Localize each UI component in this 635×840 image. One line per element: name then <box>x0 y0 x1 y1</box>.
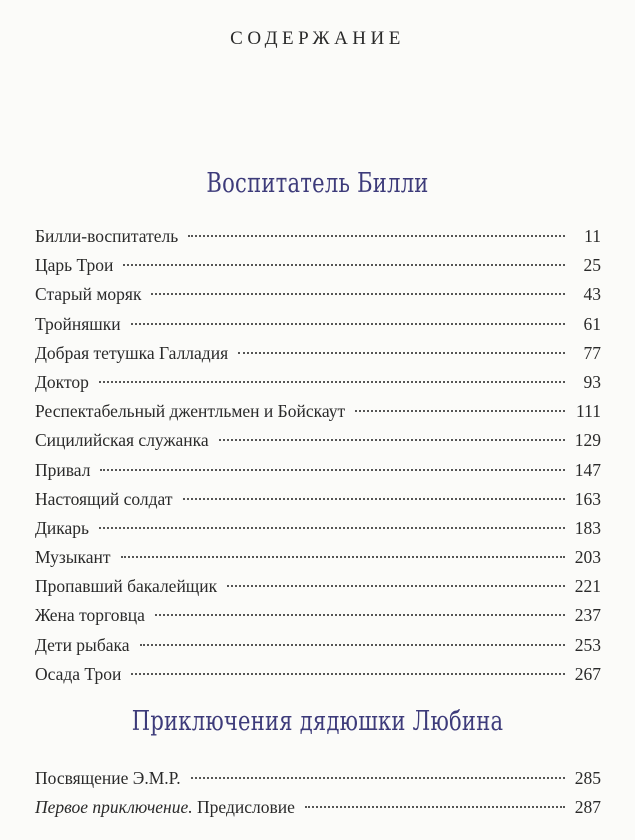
toc-list-lubin <box>35 764 601 822</box>
toc-entry[interactable] <box>35 280 601 309</box>
dot-leader <box>355 410 565 412</box>
toc-entry-title: Дети рыбака <box>35 634 130 655</box>
toc-entry-title: Привал <box>35 459 91 480</box>
toc-entry[interactable] <box>35 310 601 339</box>
dot-leader <box>151 293 565 295</box>
toc-entry-title: Дикарь <box>35 517 90 538</box>
section-heading-billy: Воспитатель Билли <box>206 168 429 199</box>
toc-entry-page: 237 <box>574 605 601 626</box>
toc-entry-title: Доктор <box>35 371 89 392</box>
toc-entry-title: Пропавший бакалейщик <box>35 576 218 597</box>
dot-leader <box>188 235 565 237</box>
toc-entry[interactable] <box>35 793 601 822</box>
toc-entry-page: 267 <box>574 663 601 684</box>
toc-entry-title: Царь Трои <box>35 255 114 276</box>
dot-leader <box>131 673 564 675</box>
dot-leader <box>121 556 565 558</box>
toc-entry-page: 285 <box>574 768 601 788</box>
toc-entry-title: Сицилийская служанка <box>35 430 209 451</box>
toc-entry[interactable] <box>35 368 601 397</box>
section-heading-lubin: Приключения дядюшки Любина <box>131 706 504 737</box>
dot-leader <box>99 527 565 529</box>
toc-entry-page: 147 <box>574 459 601 480</box>
toc-entry[interactable] <box>35 764 601 793</box>
toc-entry-page: 93 <box>583 371 601 392</box>
toc-entry-page: 111 <box>576 401 601 422</box>
dot-leader <box>183 498 565 500</box>
toc-entry[interactable] <box>35 572 601 601</box>
toc-entry[interactable] <box>35 222 601 251</box>
toc-entry-page: 287 <box>574 797 601 818</box>
dot-leader <box>155 614 565 616</box>
toc-entry-title: Тройняшки <box>35 313 121 334</box>
toc-entry-title: Жена торговца <box>35 605 145 626</box>
toc-entry[interactable] <box>35 397 601 426</box>
dot-leader <box>305 806 565 808</box>
toc-entry-title: Посвящение Э.М.Р. <box>35 768 181 788</box>
toc-entry[interactable] <box>35 514 601 543</box>
toc-entry-page: 43 <box>583 284 601 305</box>
toc-entry-page: 253 <box>574 634 601 655</box>
dot-leader <box>238 352 565 354</box>
toc-entry-title: Старый моряк <box>35 284 142 305</box>
toc-entry[interactable] <box>35 251 601 280</box>
toc-entry-page: 163 <box>574 488 601 509</box>
toc-entry[interactable] <box>35 339 601 368</box>
page-title: СОДЕРЖАНИЕ <box>230 28 405 49</box>
toc-entry-page: 183 <box>574 517 601 538</box>
toc-entry-page: 203 <box>574 547 601 568</box>
toc-entry[interactable] <box>35 543 601 572</box>
dot-leader <box>100 469 564 471</box>
toc-entry-title: Настоящий солдат <box>35 488 173 509</box>
toc-entry-page: 77 <box>583 342 601 363</box>
toc-entry-title: Осада Трои <box>35 663 122 684</box>
toc-entry-title-regular-part: Предисловие <box>192 797 295 818</box>
dot-leader <box>191 777 565 779</box>
dot-leader <box>140 644 565 646</box>
toc-entry[interactable] <box>35 601 601 630</box>
toc-entry-page: 221 <box>574 576 601 597</box>
dot-leader <box>131 323 565 325</box>
toc-entry-page: 129 <box>574 430 601 451</box>
toc-entry[interactable] <box>35 660 601 689</box>
toc-entry-title: Респектабельный джентльмен и Бойскаут <box>35 401 346 422</box>
toc-entry-title-mixed <box>35 793 295 822</box>
toc-entry-page: 11 <box>584 226 601 246</box>
toc-entry-page: 25 <box>583 255 601 276</box>
toc-entry[interactable] <box>35 426 601 455</box>
toc-entry-title-italic-part: Первое приключение. <box>35 797 193 818</box>
dot-leader <box>123 264 565 266</box>
toc-entry[interactable] <box>35 631 601 660</box>
toc-entry[interactable] <box>35 456 601 485</box>
dot-leader <box>219 439 565 441</box>
dot-leader <box>99 381 565 383</box>
toc-entry-page: 61 <box>583 313 601 334</box>
toc-entry-title: Музыкант <box>35 547 111 568</box>
toc-entry[interactable] <box>35 485 601 514</box>
dot-leader <box>227 585 565 587</box>
toc-entry-title: Добрая тетушка Галладия <box>35 342 229 363</box>
toc-list-billy <box>35 222 601 689</box>
toc-entry-title: Билли-воспитатель <box>35 226 179 246</box>
